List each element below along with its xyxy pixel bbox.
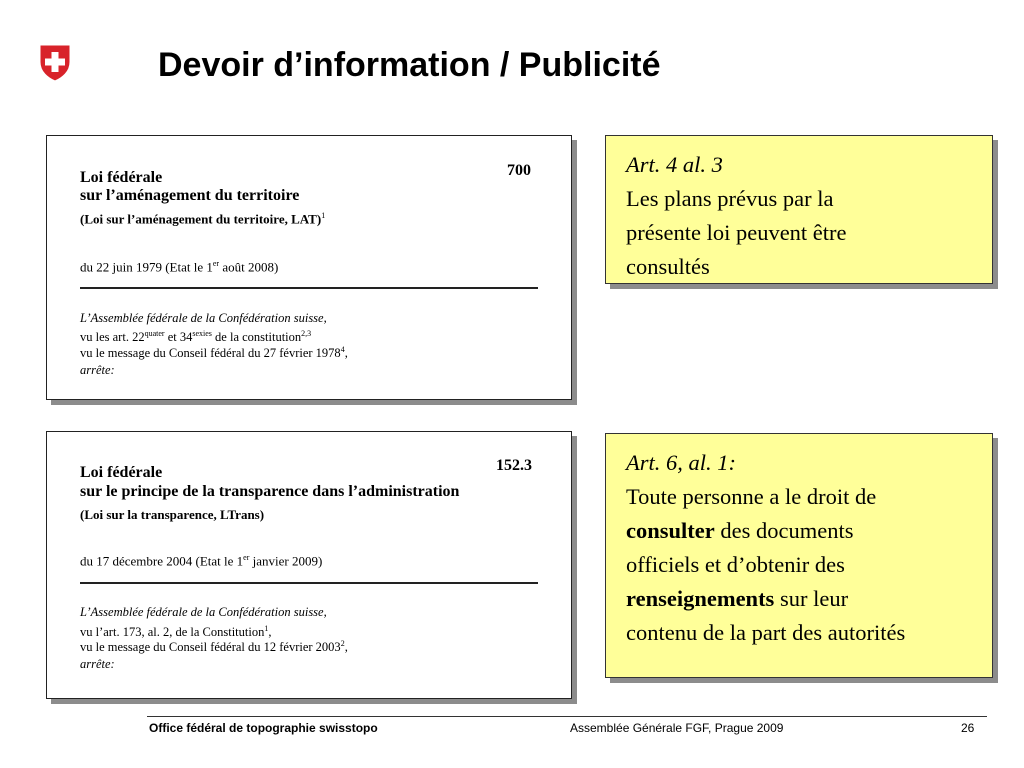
article-text-line: présente loi peuvent être [626,220,847,245]
law-heading: Loi fédérale [80,169,163,186]
divider [80,287,538,289]
article-reference: Art. 4 al. 3 [626,152,723,177]
law-preamble-assembly: L’Assemblée fédérale de la Confédération suisse, [80,605,327,619]
law-heading-sub: sur l’aménagement du territoire [80,187,300,204]
article-text-line: Les plans prévus par la [626,186,834,211]
law-heading: Loi fédérale [80,464,163,481]
law-preamble-line: vu l’art. 173, al. 2, de la Constitution$^1$, [80,624,272,640]
footer-divider [147,716,987,717]
law-excerpt-lat [46,135,572,400]
law-decree: arrête: [80,363,115,377]
article-note-art4 [605,135,993,284]
law-decree: arrête: [80,657,115,671]
law-date: du 17 décembre 2004 (Etat le 1er janvier 2009) [80,553,323,569]
law-number: 700 [507,162,531,179]
law-short-title: (Loi sur l’aménagement du territoire, LAT)$^1$ [80,211,326,227]
swiss-coat-of-arms-icon [39,44,71,82]
law-preamble-line: vu le message du Conseil fédéral du 27 février 1978$^4$, [80,345,348,361]
law-heading-sub: sur le principe de la transparence dans l’administration [80,483,460,500]
slide-title: Devoir d’information / Publicité [158,46,661,84]
article-reference: Art. 6, al. 1: [626,450,736,475]
law-excerpt-ltrans [46,431,572,699]
article-text-line: contenu de la part des autorités [626,620,906,645]
law-preamble-line: vu le message du Conseil fédéral du 12 février 2003$^2$, [80,639,348,655]
law-short-title: (Loi sur la transparence, LTrans) [80,507,265,522]
article-text-line: consultés [626,254,710,279]
law-preamble-assembly: L’Assemblée fédérale de la Confédération suisse, [80,311,327,325]
page-number: 26 [961,721,975,735]
law-number: 152.3 [496,457,532,474]
divider [80,582,538,584]
article-text-line: consulter des documents [626,518,854,543]
article-text-line: renseignements sur leur [626,586,849,611]
law-preamble-line: vu les art. $22^{quater}$ et $34^{sexies}$ de la constitution$^{2,3}$ [80,329,312,345]
footer-organization: Office fédéral de topographie swisstopo [149,721,378,735]
footer-event: Assemblée Générale FGF, Prague 2009 [570,721,784,735]
article-note-art6 [605,433,993,678]
article-text-line: officiels et d’obtenir des [626,552,845,577]
article-text-line: Toute personne a le droit de [626,484,877,509]
law-date: du 22 juin 1979 (Etat le 1er août 2008) [80,259,279,275]
